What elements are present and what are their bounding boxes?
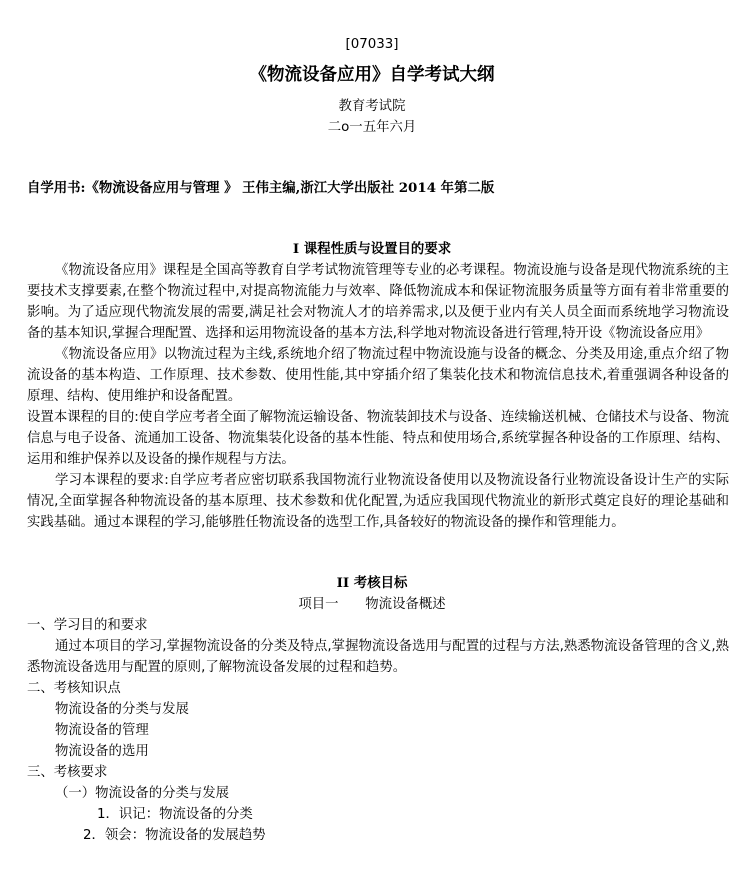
issuer: 教育考试院 — [338, 99, 406, 114]
document-title: 《物流设备应用》自学考试大纲 — [249, 65, 495, 85]
item1-title: 一、学习目的和要求 — [27, 618, 148, 633]
item1-body — [27, 636, 729, 678]
section1-paragraph: 设置本课程的目的:使自学应考者全面了解物流运输设备、物流装卸技术与设备、连续输送机械、仓储技术与设备、物流信息与电子设备、流通加工设备、物流集装化设备的基本性能、特点和使用场合,系统掌握各种设备的工作原理、结构、运用和维护保养以及设备的操作规程与方法。 — [27, 410, 729, 467]
section1-heading: I 课程性质与设置目的要求 — [292, 241, 452, 257]
subsection-title: （一）物流设备的分类与发展 — [55, 786, 230, 801]
requirement-item: 2．领会：物流设备的发展趋势 — [83, 828, 266, 843]
project-heading: 项目一 物流设备概述 — [298, 597, 446, 612]
section1-paragraph: 学习本课程的要求:自学应考者应密切联系我国物流行业物流设备使用以及物流设备行业物流设备设计生产的实际情况,全面掌握各种物流设备的基本原理、技术参数和优化配置,为适应我国现代物流业的新形式奠定良好的理论基础和实践基础。通过本课程的学习,能够胜任物流设备的选型工作,具备较好的物流设备的操作和管理能力。 — [27, 473, 729, 530]
knowledge-point: 物流设备的管理 — [55, 723, 149, 738]
knowledge-point: 物流设备的分类与发展 — [55, 702, 189, 717]
requirement-item: 1．识记：物流设备的分类 — [97, 807, 253, 822]
item2-title: 二、考核知识点 — [27, 681, 121, 696]
section1-paragraph: 《物流设备应用》课程是全国高等教育自学考试物流管理等专业的必考课程。物流设施与设备是现代物流系统的主要技术支撑要素,在整个物流过程中,对提高物流能力与效率、降低物流成本和保证物流服务质量等方面有着非常重要的影响。为了适应现代物流发展的需要,满足社会对物流人才的培养需求,以及便于业内有关人员全面而系统地学习物流设备的基本知识,掌握合理配置、选择和运用物流设备的基本方法,科学地对物流设备进行管理,特开设《物流设备应用》 — [27, 263, 729, 341]
issue-date: 二o一五年六月 — [327, 120, 417, 135]
section2-heading: II 考核目标 — [336, 575, 408, 591]
course-code: [07033] — [345, 37, 399, 52]
textbook-line: 自学用书:《物流设备应用与管理 》 王伟主编,浙江大学出版社 2014 年第二版 — [27, 180, 495, 196]
knowledge-point: 物流设备的选用 — [55, 744, 149, 759]
section1-body — [27, 260, 729, 533]
section1-paragraph: 《物流设备应用》以物流过程为主线,系统地介绍了物流过程中物流设施与设备的概念、分类及用途,重点介绍了物流设备的基本构造、工作原理、技术参数、使用性能,其中穿插介绍了集装化技术和物流信息技术,着重强调各种设备的原理、结构、使用维护和设备配置。 — [27, 347, 729, 404]
item1-text: 通过本项目的学习,掌握物流设备的分类及特点,掌握物流设备选用与配置的过程与方法,熟悉物流设备管理的含义,熟悉物流设备选用与配置的原则,了解物流设备发展的过程和趋势。 — [27, 639, 729, 675]
item3-title: 三、考核要求 — [27, 765, 108, 780]
